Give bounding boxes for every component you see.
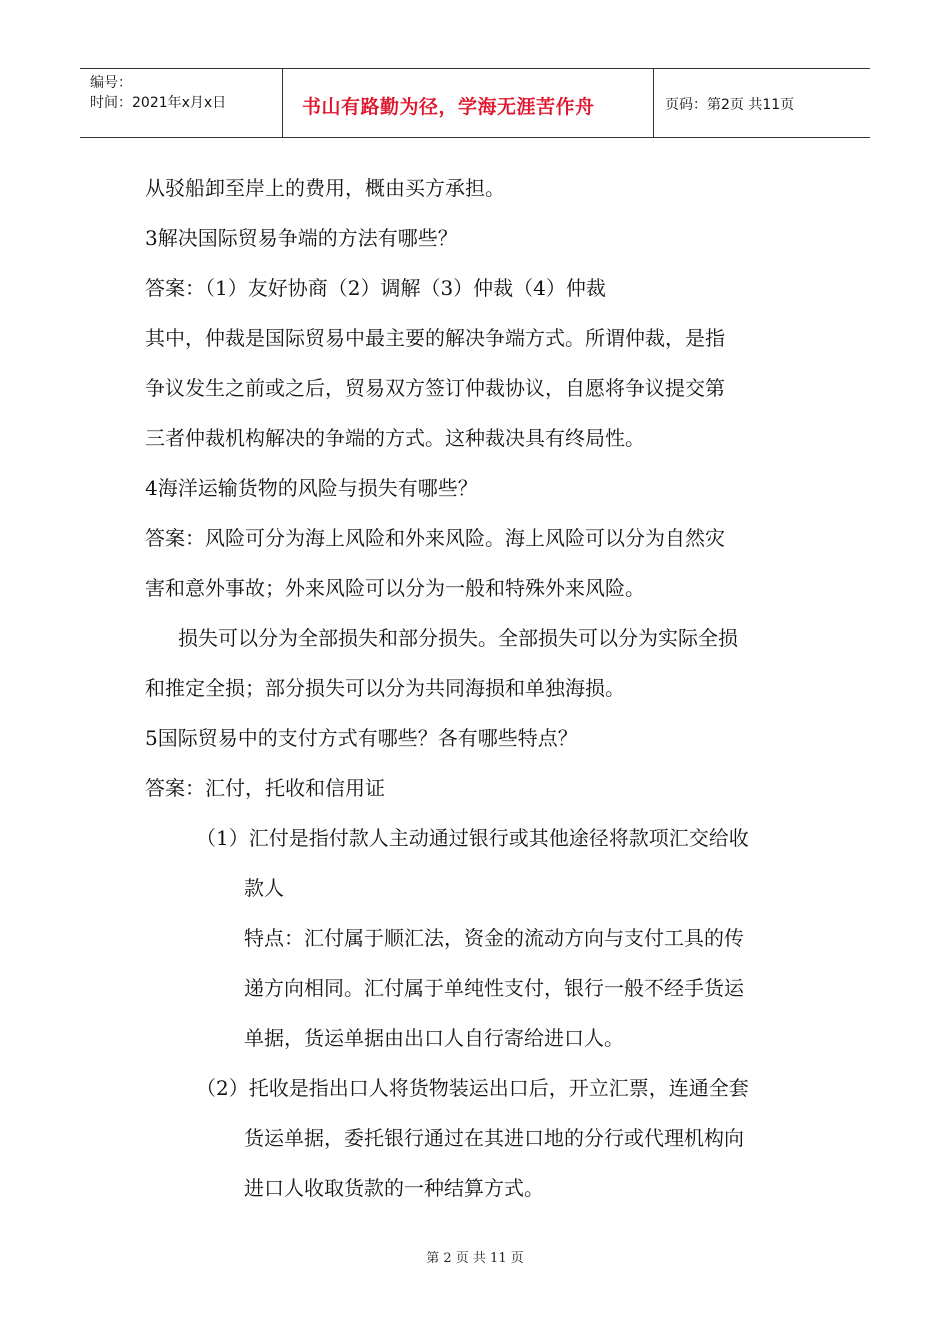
body-line: 三者仲裁机构解决的争端的方式。这种裁决具有终局性。 <box>145 426 645 450</box>
header-motto: 书山有路勤为径，学海无涯苦作舟 <box>302 96 595 118</box>
body-line: 其中，仲裁是国际贸易中最主要的解决争端方式。所谓仲裁，是指 <box>145 326 725 350</box>
body-line: 特点：汇付属于顺汇法，资金的流动方向与支付工具的传 <box>244 926 744 950</box>
body-line: 进口人收取货款的一种结算方式。 <box>244 1176 544 1200</box>
body-line: 从驳船卸至岸上的费用，概由买方承担。 <box>145 176 505 200</box>
body-line: 货运单据，委托银行通过在其进口地的分行或代理机构向 <box>244 1126 744 1150</box>
document-number-label: 编号： <box>90 75 132 91</box>
body-line: 款人 <box>244 876 284 900</box>
page-header <box>80 68 870 138</box>
body-line: 单据，货运单据由出口人自行寄给进口人。 <box>244 1026 624 1050</box>
question-heading: 3解决国际贸易争端的方法有哪些？ <box>145 226 458 250</box>
body-line: 递方向相同。汇付属于单纯性支付，银行一般不经手货运 <box>244 976 744 1000</box>
body-line: 和推定全损；部分损失可以分为共同海损和单独海损。 <box>145 676 625 700</box>
list-item: （1）汇付是指付款人主动通过银行或其他途径将款项汇交给收 <box>196 826 749 850</box>
question-heading: 4海洋运输货物的风险与损失有哪些？ <box>145 476 478 500</box>
page-footer: 第 2 页 共 11 页 <box>426 1251 524 1266</box>
header-page-label: 页码：第2页 共11页 <box>665 97 795 113</box>
answer-line: 答案：汇付，托收和信用证 <box>145 776 385 800</box>
header-divider-right <box>653 69 654 137</box>
body-line: 损失可以分为全部损失和部分损失。全部损失可以分为实际全损 <box>178 626 738 650</box>
question-heading: 5国际贸易中的支付方式有哪些？各有哪些特点？ <box>145 726 578 750</box>
document-date-label: 时间：2021年x月x日 <box>90 95 227 111</box>
answer-line: 答案：（1）友好协商（2）调解（3）仲裁（4）仲裁 <box>145 276 606 300</box>
body-line: 争议发生之前或之后，贸易双方签订仲裁协议，自愿将争议提交第 <box>145 376 725 400</box>
header-divider-left <box>282 69 283 137</box>
list-item: （2）托收是指出口人将货物装运出口后，开立汇票，连通全套 <box>196 1076 749 1100</box>
answer-line: 答案：风险可分为海上风险和外来风险。海上风险可以分为自然灾 <box>145 526 725 550</box>
body-line: 害和意外事故；外来风险可以分为一般和特殊外来风险。 <box>145 576 645 600</box>
